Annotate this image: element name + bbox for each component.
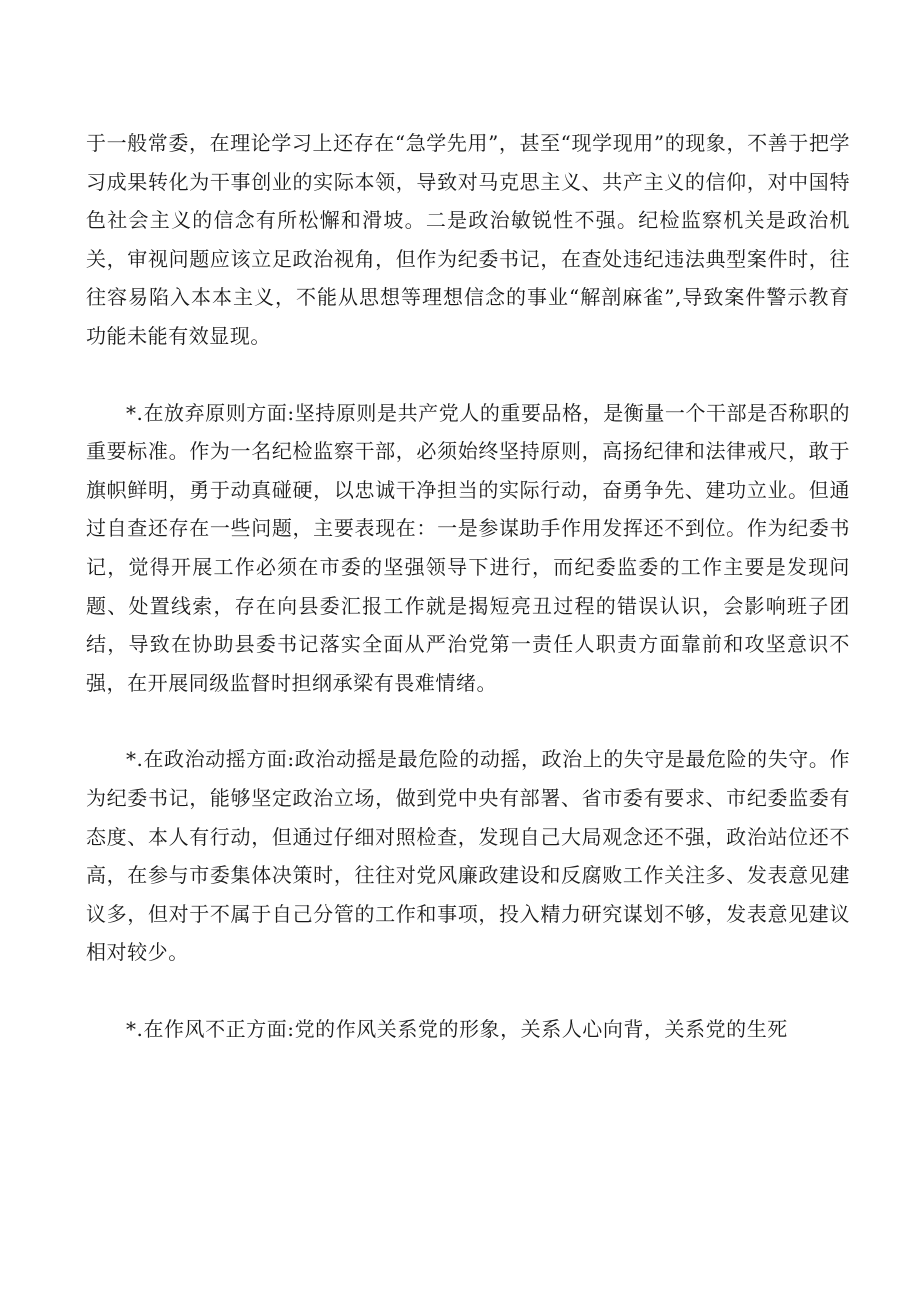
paragraph-3: *.在政治动摇方面:政治动摇是最危险的动摇，政治上的失守是最危险的失守。作为纪委书记，能够坚定政治立场，做到党中央有部署、省市委有要求、市纪委监委有态度、本人有行动，但通过仔细对照检查，发现自己大局观念还不强，政治站位还不高，在参与市委集体决策时，往往对党风廉政建设和反腐败工作关注多、发表意见建议多，但对于不属于自己分管的工作和事项，投入精力研究谋划不够，发表意见建议相对较少。	[86, 747, 850, 965]
paragraph-1: 于一般常委，在理论学习上还存在“急学先用”，甚至“现学现用”的现象，不善于把学习成果转化为干事创业的实际本领，导致对马克思主义、共产主义的信仰，对中国特色社会主义的信念有所松懈和滑坡。二是政治敏锐性不强。纪检监察机关是政治机关，审视问题应该立足政治视角，但作为纪委书记，在查处违纪违法典型案件时，往往容易陷入本本主义，不能从思想等理想信念的事业“解剖麻雀”,导致案件警示教育功能未能有效显现。	[86, 131, 850, 348]
paragraph-2: *.在放弃原则方面:坚持原则是共产党人的重要品格，是衡量一个干部是否称职的重要标准。作为一名纪检监察干部，必须始终坚持原则，高扬纪律和法律戒尺，敢于旗帜鲜明，勇于动真碰硬，以忠诚干净担当的实际行动，奋勇争先、建功立业。但通过自查还存在一些问题，主要表现在：一是参谋助手作用发挥还不到位。作为纪委书记，觉得开展工作必须在市委的坚强领导下进行，而纪委监委的工作主要是发现问题、处置线索，存在向县委汇报工作就是揭短亮丑过程的错误认识，会影响班子团结，导致在协助县委书记落实全面从严治党第一责任人职责方面靠前和攻坚意识不强，在开展同级监督时担纲承梁有畏难情绪。	[86, 400, 850, 695]
document-body	[86, 124, 850, 1048]
paragraph-4: *.在作风不正方面:党的作风关系党的形象，关系人心向背，关系党的生死	[126, 1016, 788, 1041]
